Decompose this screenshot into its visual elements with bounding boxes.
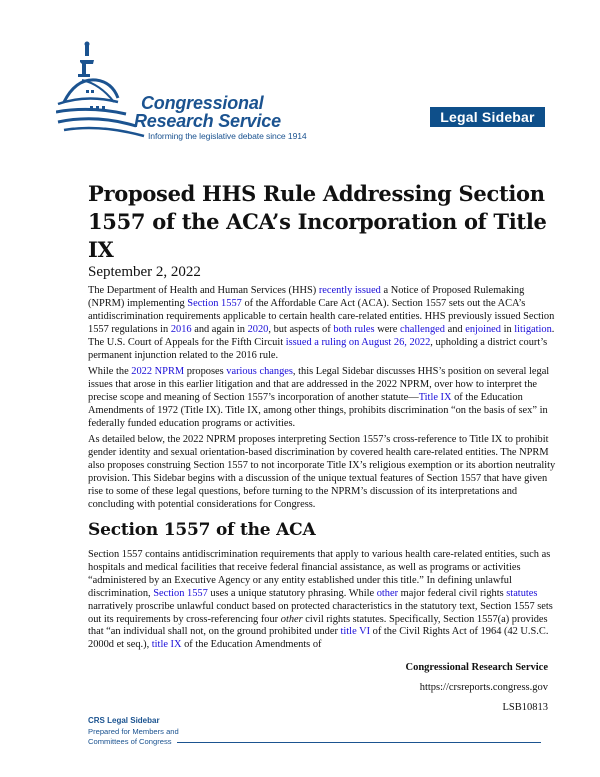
paragraph-text: . The U.S. Court of Appeals for the Fifth Circuit — [88, 323, 555, 348]
crs-logo — [56, 40, 316, 140]
paragraph-text: major federal civil rights — [398, 587, 507, 599]
paragraph-text: , upholding a district court’s permanent injunction related to the 2016 rule. — [88, 336, 548, 361]
paragraph-text: The Department of Health and Human Services (HHS) — [88, 285, 319, 296]
logo-wordmark-line2: Research Service — [134, 111, 281, 131]
emphasis-text: other — [280, 613, 303, 625]
paragraph-detailed-below — [88, 434, 558, 511]
inline-link[interactable]: issued a ruling on August 26, 2022 — [285, 336, 431, 348]
paragraph-section-1557 — [88, 549, 558, 652]
inline-link[interactable]: other — [376, 587, 399, 599]
paragraph-text: a Notice of Proposed Rulemaking (NPRM) implementing — [88, 285, 525, 309]
inline-link[interactable]: 2020 — [247, 323, 269, 335]
inline-link[interactable]: title IX — [151, 639, 182, 651]
paragraph-text: proposes — [184, 366, 227, 377]
paragraph-text: of the Affordable Care Act (ACA). Section 1557 sets out the ACA’s antidiscrimination requirements applicable to certain health care-related entities. HHS previously issued Section 1557 regulations in — [88, 297, 555, 335]
paragraph-text: of the Education Amendments of 1972 (Title IX). Title IX, among other things, prohibits discrimination “on the basis of sex” in federally funded education programs or activities. — [88, 391, 548, 429]
inline-link[interactable]: various changes — [226, 366, 293, 377]
footer-divider — [177, 742, 541, 743]
inline-link[interactable]: statutes — [506, 587, 538, 599]
paragraph-text: of the Education Amendments of — [181, 639, 322, 651]
prepared-for-line1: Prepared for Members and — [88, 726, 179, 736]
paragraph-text: uses a unique statutory phrasing. While — [207, 587, 377, 599]
footer-report-id: LSB10813 — [502, 702, 548, 713]
paragraph-text: in — [500, 323, 515, 335]
paragraph-text: Section 1557 contains antidiscrimination requirements that apply to various health care-related entities, such as hospitals and medical facilities that receive federal financial assistance, as well as programs or activities “administered by an Executive Agency or any entity established under this title.” In defining unlawful discrimination, — [88, 549, 551, 599]
paragraph-nprm-overview — [88, 366, 558, 431]
inline-link[interactable]: 2016 — [170, 323, 192, 335]
paragraph-text: As detailed below, the 2022 NPRM proposes interpreting Section 1557’s cross-reference to Title IX to prohibit gender identity and sexual orientation-based discrimination by covered health care-related entities. The NPRM also proposes construing Section 1557 to not incorporate Title IX’s religious exemption or its abortion neutrality provision. This Sidebar begins with a discussion of the unique textual features of Section 1557 that have given rise to some of these legal questions, before turning to the NPRM’s discussion of its interpretations and concluding with potential considerations for Congress. — [88, 434, 556, 510]
inline-link[interactable]: title VI — [340, 626, 371, 638]
series-title: CRS Legal Sidebar — [88, 716, 160, 725]
paragraph-text: and — [445, 323, 466, 335]
footer-url[interactable]: https://crsreports.congress.gov — [419, 682, 548, 693]
paragraph-text: narratively proscribe unlawful conduct based on protected characteristics in the statutory text, Section 1557 sets out its requirements by cross-referencing four — [88, 600, 553, 625]
paragraph-text: and again in — [191, 323, 248, 335]
paragraph-text: , this Legal Sidebar discusses HHS’s position on several legal issues that arose in this earlier litigation and that are addressed in the 2022 NPRM, over how to interpret the precise scope and meaning of Section 1557’s incorporation of another statute— — [88, 366, 550, 403]
section-heading: Section 1557 of the ACA — [88, 520, 316, 540]
logo-wordmark-line1: Congressional — [141, 93, 264, 113]
paragraph-text: were — [374, 323, 400, 335]
inline-link[interactable]: both rules — [333, 323, 375, 335]
inline-link[interactable]: challenged — [399, 323, 445, 335]
paragraph-intro — [88, 285, 558, 362]
prepared-for-line2: Committees of Congress — [88, 737, 172, 746]
paragraph-text: civil rights statutes. Specifically, Section 1557(a) provides that “an individual shall not, on the ground prohibited under — [88, 613, 548, 638]
paragraph-text: , but aspects of — [268, 323, 334, 335]
inline-link[interactable]: Section 1557 — [153, 587, 208, 599]
publication-date: September 2, 2022 — [88, 264, 201, 280]
inline-link[interactable]: 2022 NPRM — [131, 366, 185, 377]
inline-link[interactable]: enjoined — [465, 323, 501, 335]
inline-link[interactable]: litigation — [514, 323, 552, 335]
document-title: Proposed HHS Rule Addressing Section 1557 of the ACA’s Incorporation of Title IX — [88, 181, 547, 262]
paragraph-text: of the Civil Rights Act of 1964 (42 U.S.C. 2000d et seq.), — [88, 626, 549, 651]
paragraph-text: While the — [88, 366, 132, 377]
capitol-dome-icon — [56, 40, 146, 140]
crs-footer — [405, 658, 548, 718]
series-info — [88, 716, 179, 748]
legal-sidebar-badge: Legal Sidebar — [430, 107, 545, 127]
footer-org-name: Congressional Research Service — [405, 662, 548, 673]
inline-link[interactable]: Section 1557 — [187, 297, 242, 309]
inline-link[interactable]: Title IX — [418, 391, 452, 403]
logo-tagline: Informing the legislative debate since 1914 — [148, 131, 307, 141]
inline-link[interactable]: recently issued — [318, 285, 381, 296]
